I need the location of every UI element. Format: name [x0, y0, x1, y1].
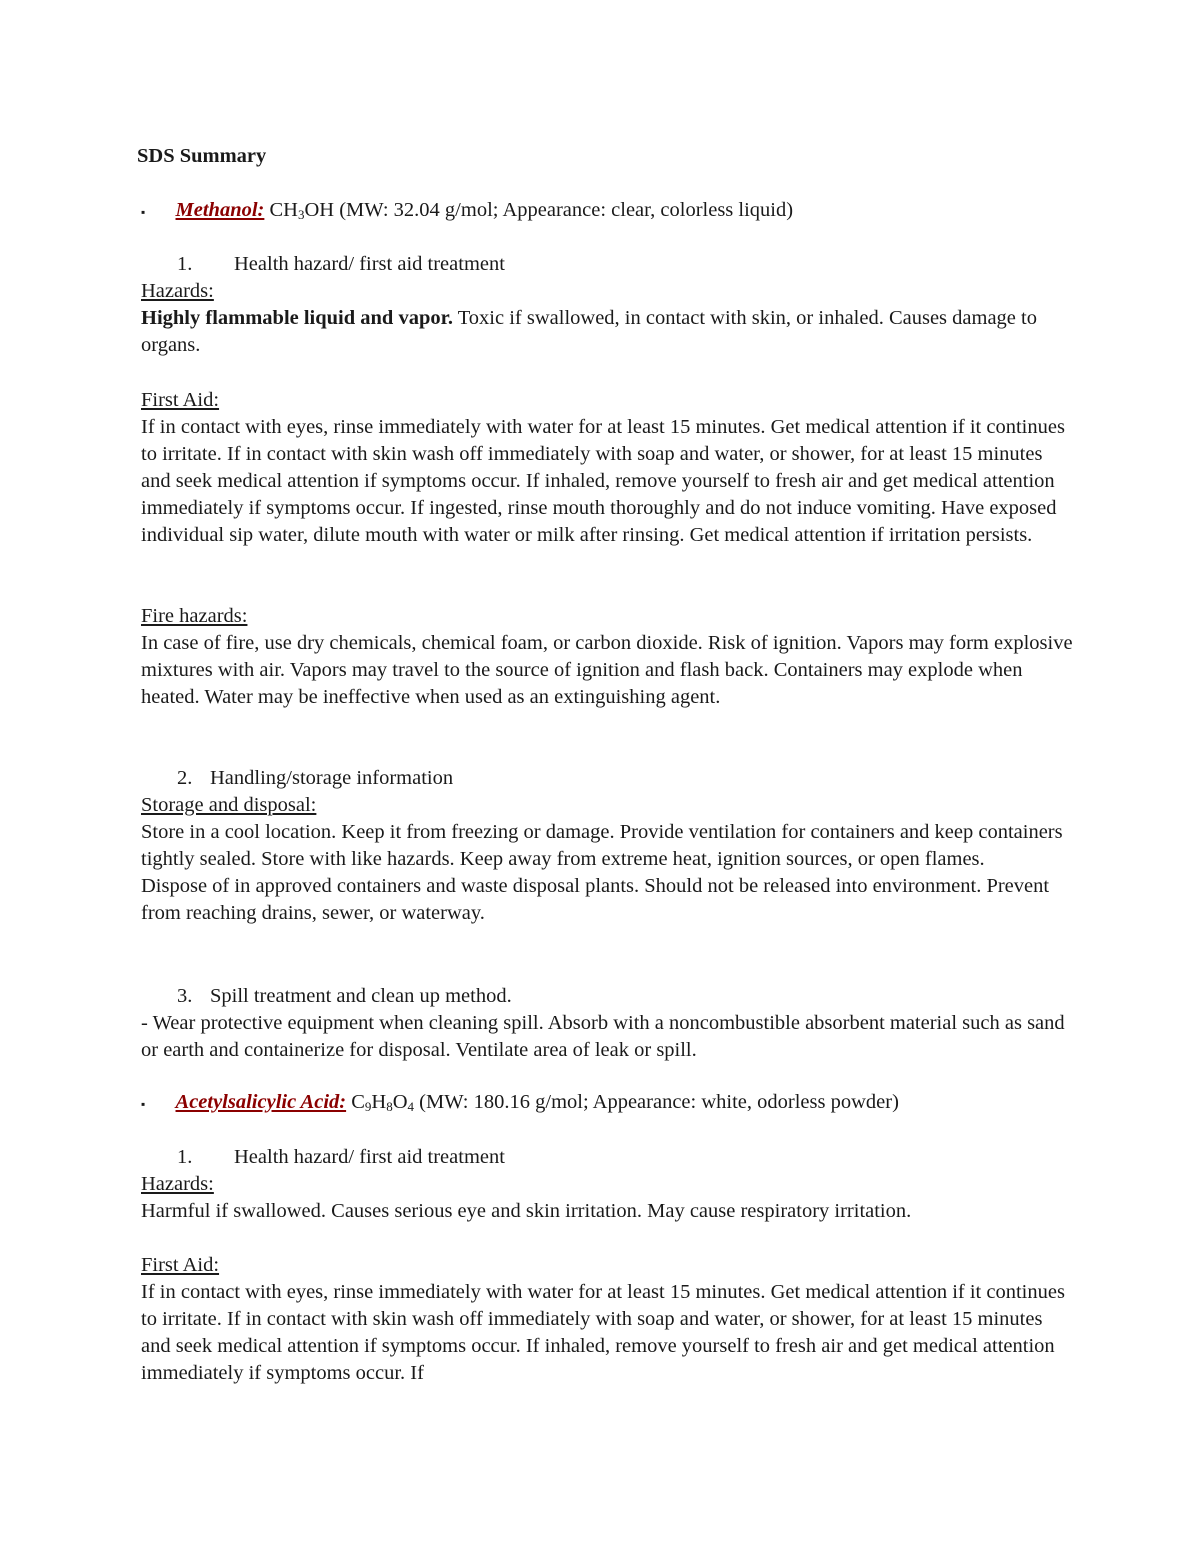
hazards-label: Hazards: — [141, 280, 214, 302]
aspirin-heading — [141, 1089, 899, 1118]
fire-hazards-text: In case of fire, use dry chemicals, chemical foam, or carbon dioxide. Risk of ignition. Vapors may form explosive mixtures with air. Vapors may travel to the source of ignition and flash back. Containers may explode when heated. Water may be ineffective when used as an extinguishing agent. — [141, 632, 1073, 708]
bullet-icon: ▪ — [141, 205, 146, 219]
first-aid-text: If in contact with eyes, rinse immediately with water for at least 15 minutes. Get medical attention if it continues to irritate. If in contact with skin wash off immediately with soap and water, or shower, for at least 15 minutes and seek medical attention if symptoms occur. If inhaled, remove yourself to fresh air and get medical attention immediately if symptoms occur. If ingested, rinse mouth thoroughly and do not induce vomiting. Have exposed individual sip water, dilute mouth with water or milk after rinsing. Get medical attention if irritation persists. — [141, 416, 1065, 546]
fire-hazards-label: Fire hazards: — [141, 605, 248, 627]
hazards-label: Hazards: — [141, 1173, 214, 1195]
first-aid-label: First Aid: — [141, 389, 220, 411]
aspirin-section1-heading: Health hazard/ first aid treatment — [234, 1146, 505, 1168]
spill-text: - Wear protective equipment when cleaning spill. Absorb with a noncombustible absorbent material such as sand or earth and containerize for disposal. Ventilate area of leak or spill. — [141, 1012, 1065, 1061]
methanol-section2-heading: Handling/storage information — [210, 767, 454, 789]
aspirin-hazards-block — [141, 1171, 1076, 1225]
methanol-first-aid-block — [141, 387, 1076, 549]
methanol-formula: $CH_3OH$ — [269, 199, 335, 222]
methanol-section3-number: 3. — [177, 985, 193, 1007]
aspirin-name: Acetylsalicylic Acid: — [175, 1091, 347, 1113]
methanol-section1-heading: Health hazard/ first aid treatment — [234, 253, 505, 275]
hazards-text: Harmful if swallowed. Causes serious eye and skin irritation. May cause respiratory irritation. — [141, 1200, 912, 1222]
aspirin-section1-number: 1. — [177, 1146, 193, 1168]
storage-label: Storage and disposal: — [141, 794, 317, 816]
methanol-fire-block — [141, 603, 1076, 711]
disposal-text: Dispose of in approved containers and waste disposal plants. Should not be released into environment. Prevent from reaching drains, sewer, or waterway. — [141, 875, 1050, 924]
methanol-section1-number: 1. — [177, 253, 193, 275]
methanol-heading — [141, 197, 793, 226]
page-title: SDS Summary — [137, 145, 267, 167]
aspirin-formula: $C_9H_8O_4$ — [351, 1091, 415, 1114]
methanol-name: Methanol: — [175, 199, 265, 221]
first-aid-label: First Aid: — [141, 1254, 220, 1276]
methanol-section2-number: 2. — [177, 767, 193, 789]
methanol-hazards-block — [141, 278, 1076, 359]
aspirin-details: (MW: 180.16 g/mol; Appearance: white, odorless powder) — [414, 1091, 899, 1113]
hazards-text: Highly flammable liquid and vapor. Toxic if swallowed, in contact with skin, or inhaled. Causes damage to organs. — [141, 307, 1037, 356]
bullet-icon: ▪ — [141, 1097, 146, 1111]
methanol-details: (MW: 32.04 g/mol; Appearance: clear, colorless liquid) — [334, 199, 794, 221]
methanol-storage-block — [141, 792, 1076, 927]
aspirin-first-aid-block — [141, 1252, 1076, 1387]
storage-text: Store in a cool location. Keep it from freezing or damage. Provide ventilation for containers and keep containers tightly sealed. Store with like hazards. Keep away from extreme heat, ignition sources, or open flames. — [141, 821, 1063, 870]
first-aid-text: If in contact with eyes, rinse immediately with water for at least 15 minutes. Get medical attention if it continues to irritate. If in contact with skin wash off immediately with soap and water, or shower, for at least 15 minutes and seek medical attention if symptoms occur. If inhaled, remove yourself to fresh air and get medical attention immediately if symptoms occur. If — [141, 1281, 1065, 1384]
methanol-section3-heading: Spill treatment and clean up method. — [210, 985, 512, 1007]
